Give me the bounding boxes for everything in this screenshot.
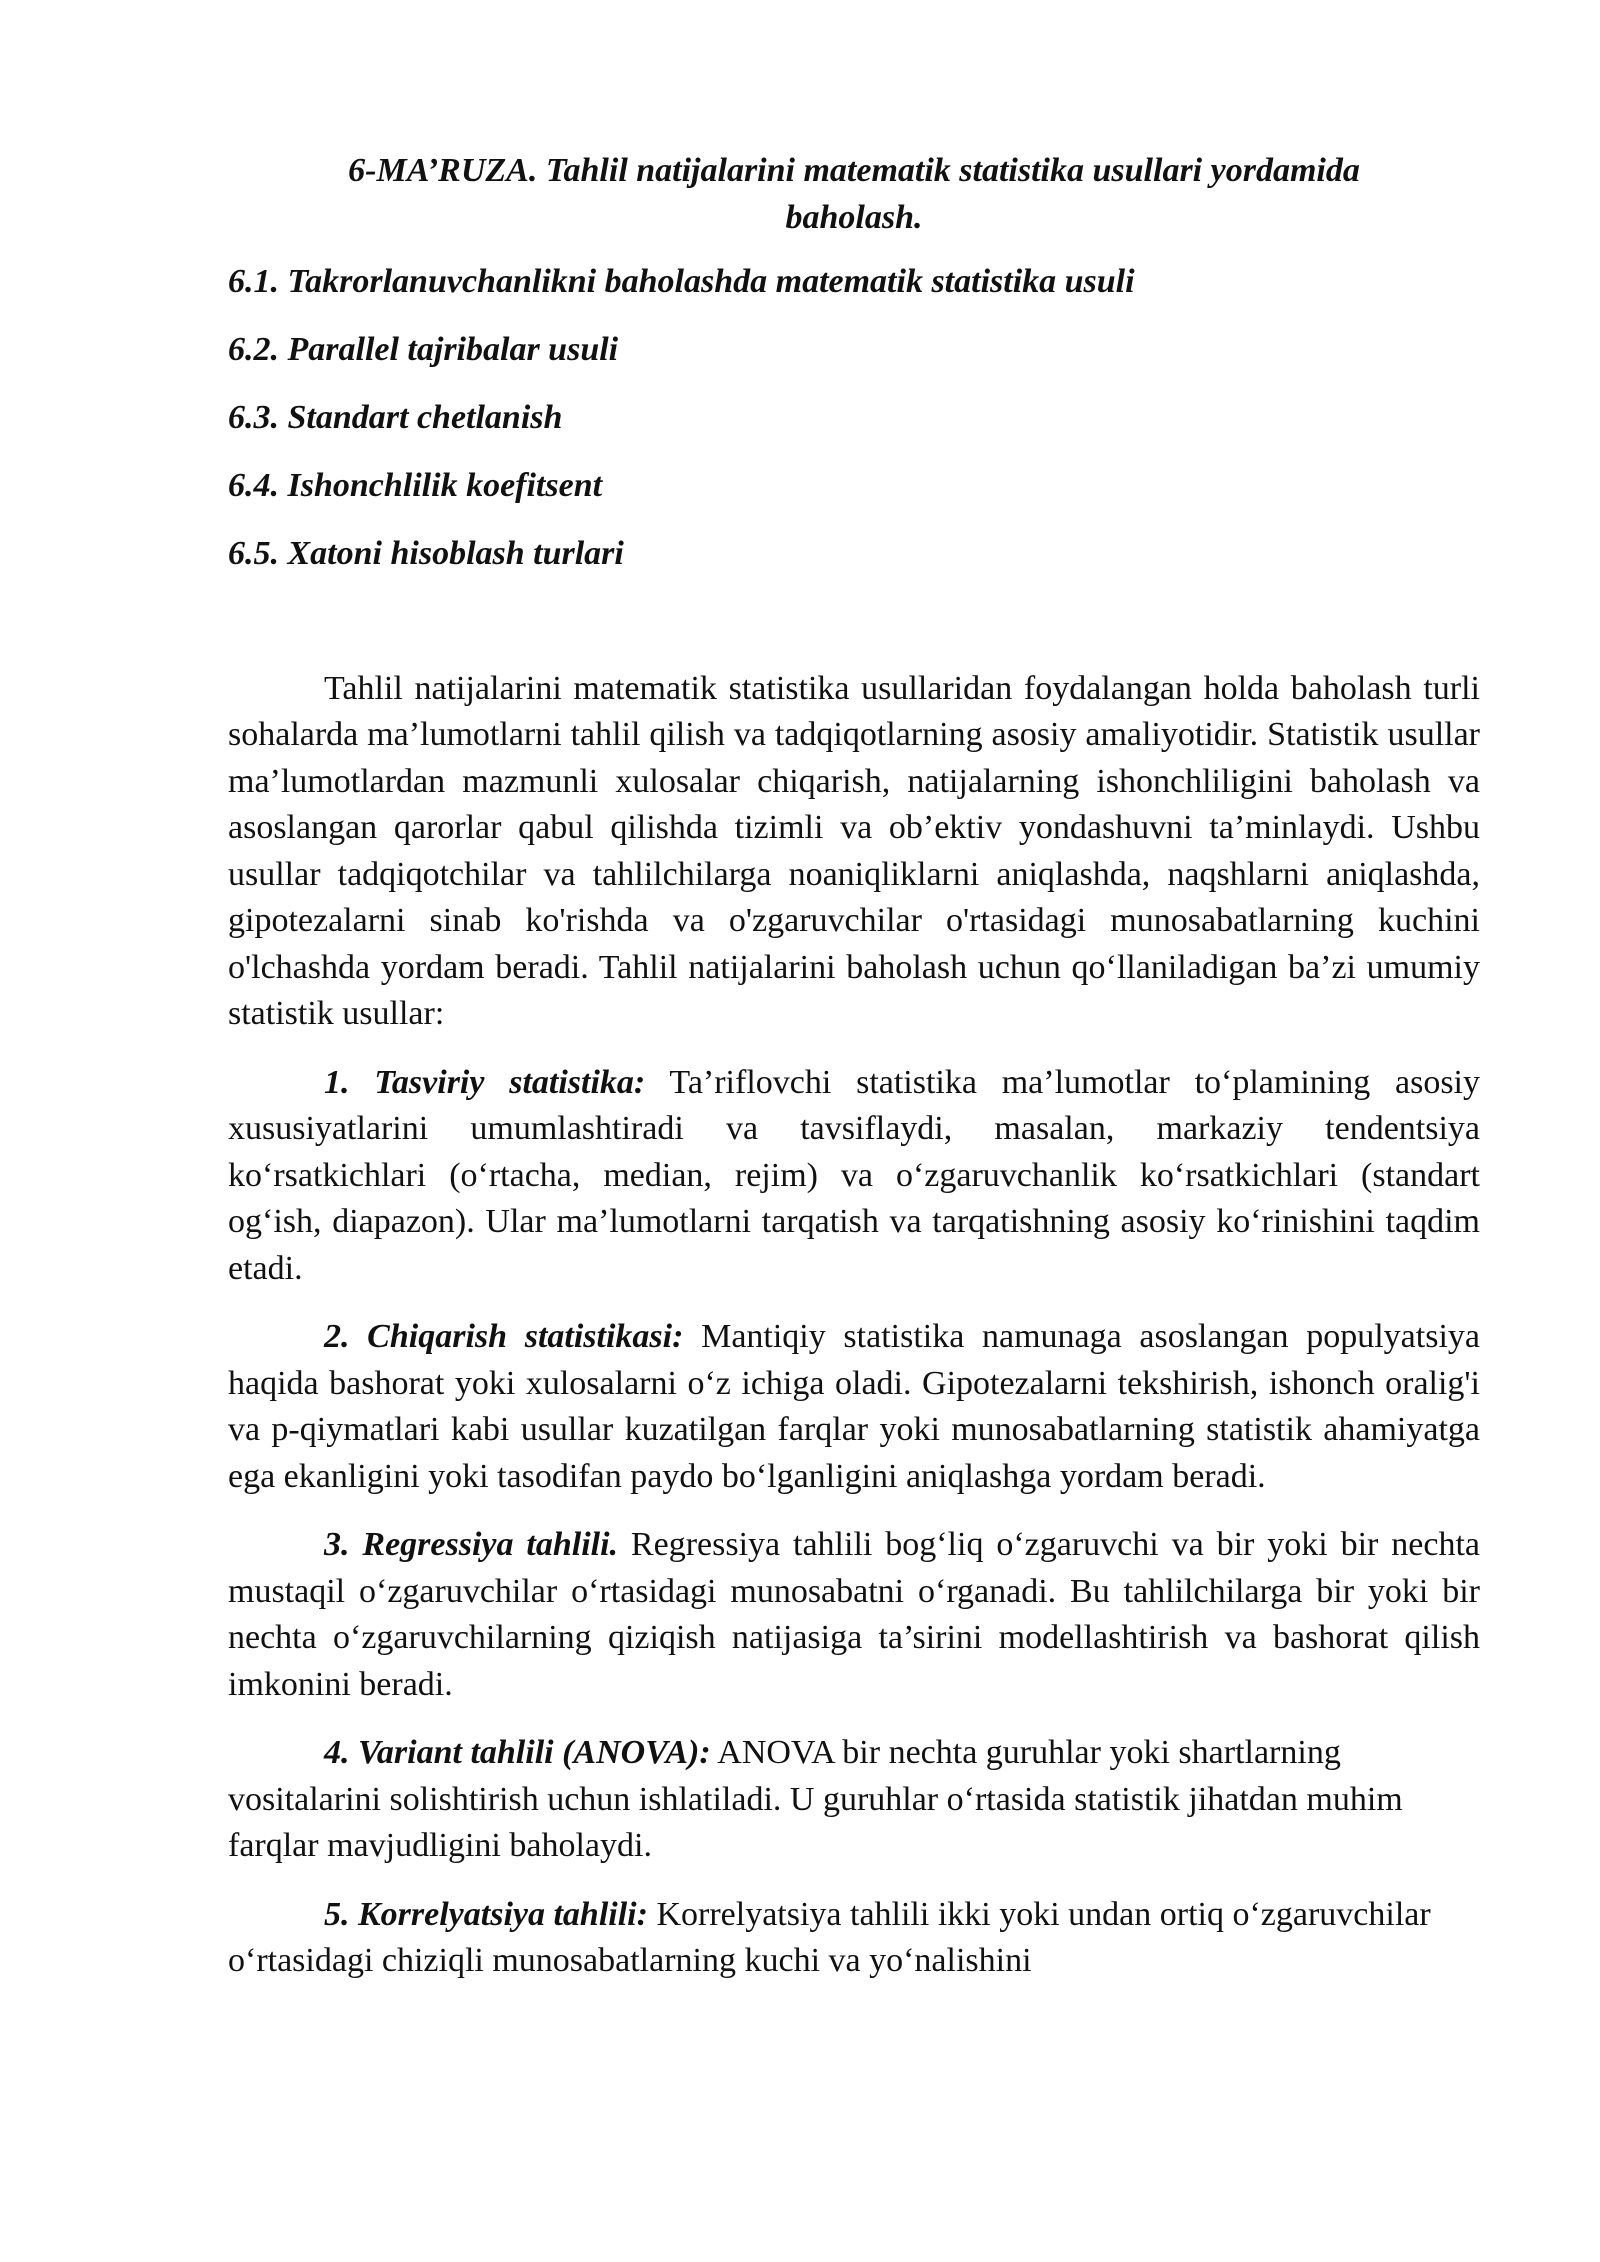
method-paragraph-regression (228, 1522, 1480, 1708)
intro-paragraph: Tahlil natijalarini matematik statistika usullaridan foydalangan holda baholash turli sohalarda ma’lumotlarni tahlil qilish va tadqiqotlarning asosiy amaliyotidir. Statistik usullar ma’lumotlardan mazmunli xulosalar chiqarish, natijalarning ishonchliligini baholash va asoslangan qarorlar qabul qilishda tizimli va ob’ektiv yondashuvni ta’minlaydi. Ushbu usullar tadqiqotchilar va tahlilchilarga noaniqliklarni aniqlashda, naqshlarni aniqlashda, gipotezalarni sinab ko'rishda va o'zgaruvchilar o'rtasidagi munosabatlarning kuchini o'lchashda yordam beradi. Tahlil natijalarini baholash uchun qo‘llaniladigan ba’zi umumiy statistik usullar: (228, 669, 1480, 1032)
method-heading: 2. Chiqarish statistikasi: (324, 1318, 684, 1355)
toc-item: 6.4. Ishonchlilik koefitsent (228, 467, 603, 504)
method-heading: 5. Korrelyatsiya tahlili: (324, 1895, 648, 1933)
page-content (228, 148, 1480, 1985)
method-text: Mantiqiy statistika namunaga asoslangan populyatsiya haqida bashorat yoki xulosalarni o‘z ichiga oladi. Gipotezalarni tekshirish, ishonch oralig'i va p-qiymatlari kabi usullar kuzatilgan farqlar yoki munosabatlarning statistik ahamiyatga ega ekanligini yoki tasodifan paydo bo‘lganligini aniqlashga yordam beradi. (228, 1318, 1480, 1495)
method-text: ANOVA bir nechta guruhlar yoki shartlarning vositalarini solishtirish uchun ishlatiladi. U guruhlar o‘rtasida statistik jihatdan muhim farqlar mavjudligini baholaydi. (228, 1734, 1403, 1864)
toc-item: 6.3. Standart chetlanish (228, 399, 563, 436)
method-text: Korrelyatsiya tahlili ikki yoki undan ortiq o‘zgaruvchilar o‘rtasidagi chiziqli munosabatlarning kuchi va yo‘nalishini (228, 1895, 1431, 1979)
table-of-contents (228, 259, 1480, 578)
method-heading: 4. Variant tahlili (ANOVA): (324, 1734, 711, 1771)
method-heading: 1. Tasviriy statistika: (324, 1063, 646, 1101)
method-paragraph-anova (228, 1730, 1480, 1870)
method-paragraph-inferential (228, 1314, 1480, 1500)
method-heading: 3. Regressiya tahlili. (324, 1526, 619, 1563)
toc-item: 6.1. Takrorlanuvchanlikni baholashda matematik statistika usuli (228, 263, 1135, 300)
method-paragraph-descriptive (228, 1060, 1480, 1293)
method-text: Ta’riflovchi statistika ma’lumotlar to‘plamining asosiy xususiyatlarini umumlashtiradi va tavsiflaydi, masalan, markaziy tendentsiya ko‘rsatkichlari (o‘rtacha, median, rejim) va o‘zgaruvchanlik ko‘rsatkichlari (standart og‘ish, diapazon). Ular ma’lumotlarni tarqatish va tarqatishning asosiy ko‘rinishini taqdim etadi. (228, 1063, 1480, 1287)
toc-item: 6.5. Xatoni hisoblash turlari (228, 535, 624, 572)
lecture-title: 6-MA’RUZA. Tahlil natijalarini matematik statistika usullari yordamida baholash. (348, 152, 1360, 236)
toc-item: 6.2. Parallel tajribalar usuli (228, 331, 619, 368)
method-paragraph-correlation (228, 1892, 1480, 1985)
method-text: Regressiya tahlili bog‘liq o‘zgaruvchi va bir yoki bir nechta mustaqil o‘zgaruvchilar o‘rtasidagi munosabatni o‘rganadi. Bu tahlilchilarga bir yoki bir nechta o‘zgaruvchilarning qiziqish natijasiga ta’sirini modellashtirish va bashorat qilish imkonini beradi. (228, 1526, 1480, 1703)
